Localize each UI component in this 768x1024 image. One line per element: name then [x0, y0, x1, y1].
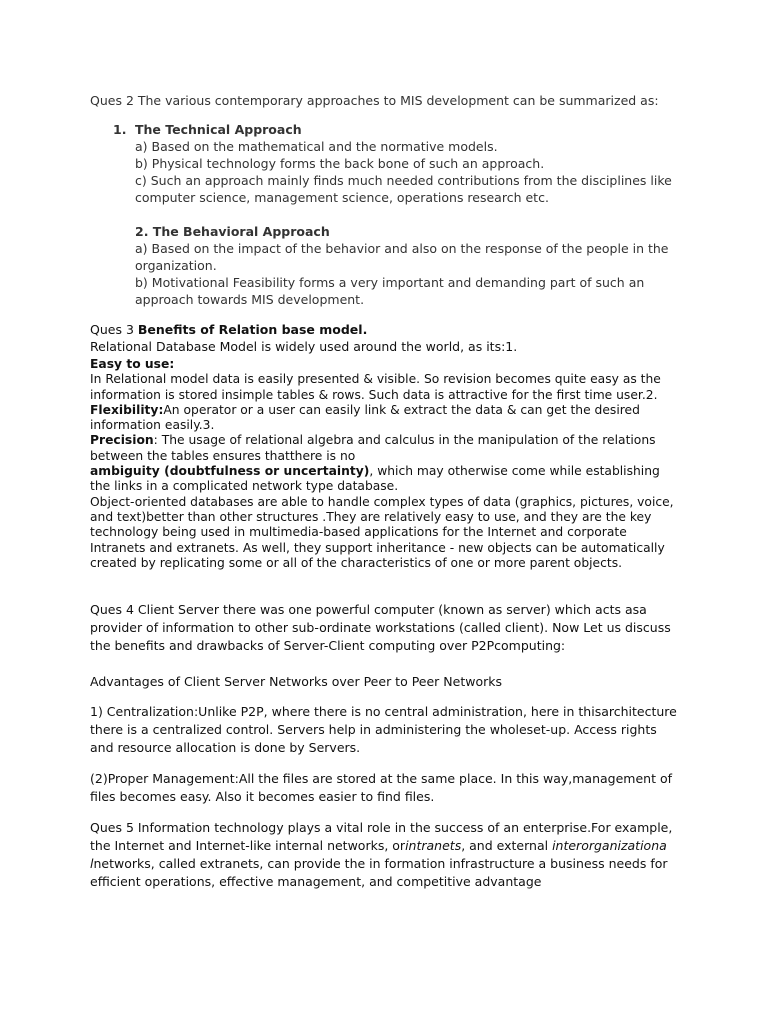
document-body [90, 92, 682, 891]
q5-intranets: intranets [405, 838, 462, 854]
flex-label: Flexibility: [90, 402, 164, 417]
q5-text-b: , and external [461, 838, 553, 854]
prec-text: : The usage of relational algebra and calculus in the manipulation of the relations between the tables ensures thatthere is no [90, 433, 656, 463]
q4-point-management: (2)Proper Management:All the files are stored at the same place. In this way,management of files becomes easy. Also it becomes easier to find files. [90, 771, 673, 805]
ambig-text: , which may otherwise come while establishing the links in a complicated network type database. [90, 464, 660, 494]
ambig-label: ambiguity (doubtfulness or uncertainty) [90, 464, 370, 479]
q3-flexibility [90, 403, 682, 434]
approach-line: c) Such an approach mainly finds much needed contributions from the disciplines like computer science, management science, operations research etc. [135, 173, 672, 205]
q3-heading [90, 321, 682, 338]
q4-intro: Ques 4 Client Server there was one powerful computer (known as server) which acts asa provider of information to other sub-ordinate workstations (called client). Now Let us discuss the benefits and drawbacks of Server-Client computing over P2Pcomputing: [90, 602, 671, 654]
approach-title: The Technical Approach [135, 122, 302, 137]
q5-text-a: Ques 5 Information technology plays a vital role in the success of an enterprise.For example, the Internet and Internet-like internal networks, or [90, 820, 673, 854]
approach-list [90, 121, 682, 308]
q5-interorganizational: interorganizationa l [90, 838, 667, 872]
q3-title: Benefits of Relation base model. [137, 322, 368, 337]
q3-ambiguity [90, 464, 682, 495]
q3-easy-text: In Relational model data is easily presented & visible. So revision becomes quite easy as the information is stored insimple tables & rows. Such data is attractive for the first time user.2. [90, 372, 661, 402]
q3-label: Ques 3 [90, 322, 138, 337]
q5-paragraph [90, 819, 682, 891]
approach-technical [113, 121, 682, 206]
q5-text-c: networks, called extranets, can provide the in formation infrastructure a business needs for efficient operations, effective management, and competitive advantage [90, 856, 668, 890]
approach-line: a) Based on the mathematical and the normative models. [135, 139, 498, 154]
approach-number: 1. [113, 122, 127, 137]
approach-behavioral [135, 223, 682, 308]
q3-object-oriented: Object-oriented databases are able to handle complex types of data (graphics, pictures, voice, and text)better than other structures .They are relatively easy to use, and they are the key technology being used in multimedia-based applications for the Internet and corporate Intranets and extranets. As well, they support inheritance - new objects can be automatically created by replicating some or all of the characteristics of one or more parent objects. [90, 494, 674, 570]
approach-line: a) Based on the impact of the behavior and also on the response of the people in the organization. [135, 241, 669, 273]
flex-text: An operator or a user can easily link & extract the data & can get the desired information easily.3. [90, 402, 640, 433]
approach-title: 2. The Behavioral Approach [135, 224, 330, 239]
easy-label: Easy to use: [90, 357, 175, 371]
prec-label: Precision [90, 433, 154, 448]
q4-advantages-title: Advantages of Client Server Networks over Peer to Peer Networks [90, 674, 502, 690]
approach-line: b) Physical technology forms the back bone of such an approach. [135, 156, 545, 171]
approach-line: b) Motivational Feasibility forms a very important and demanding part of such an approach towards MIS development. [135, 275, 645, 307]
q3-easy-label [90, 357, 682, 372]
q3-intro: Relational Database Model is widely used around the world, as its:1. [90, 339, 518, 354]
q2-intro: Ques 2 The various contemporary approaches to MIS development can be summarized as: [90, 93, 659, 108]
q3-precision [90, 433, 682, 464]
q4-point-centralization: 1) Centralization:Unlike P2P, where there is no central administration, here in thisarchitecture there is a centralized control. Servers help in administering the wholeset-up. Access rights and resource allocation is done by Servers. [90, 704, 677, 756]
